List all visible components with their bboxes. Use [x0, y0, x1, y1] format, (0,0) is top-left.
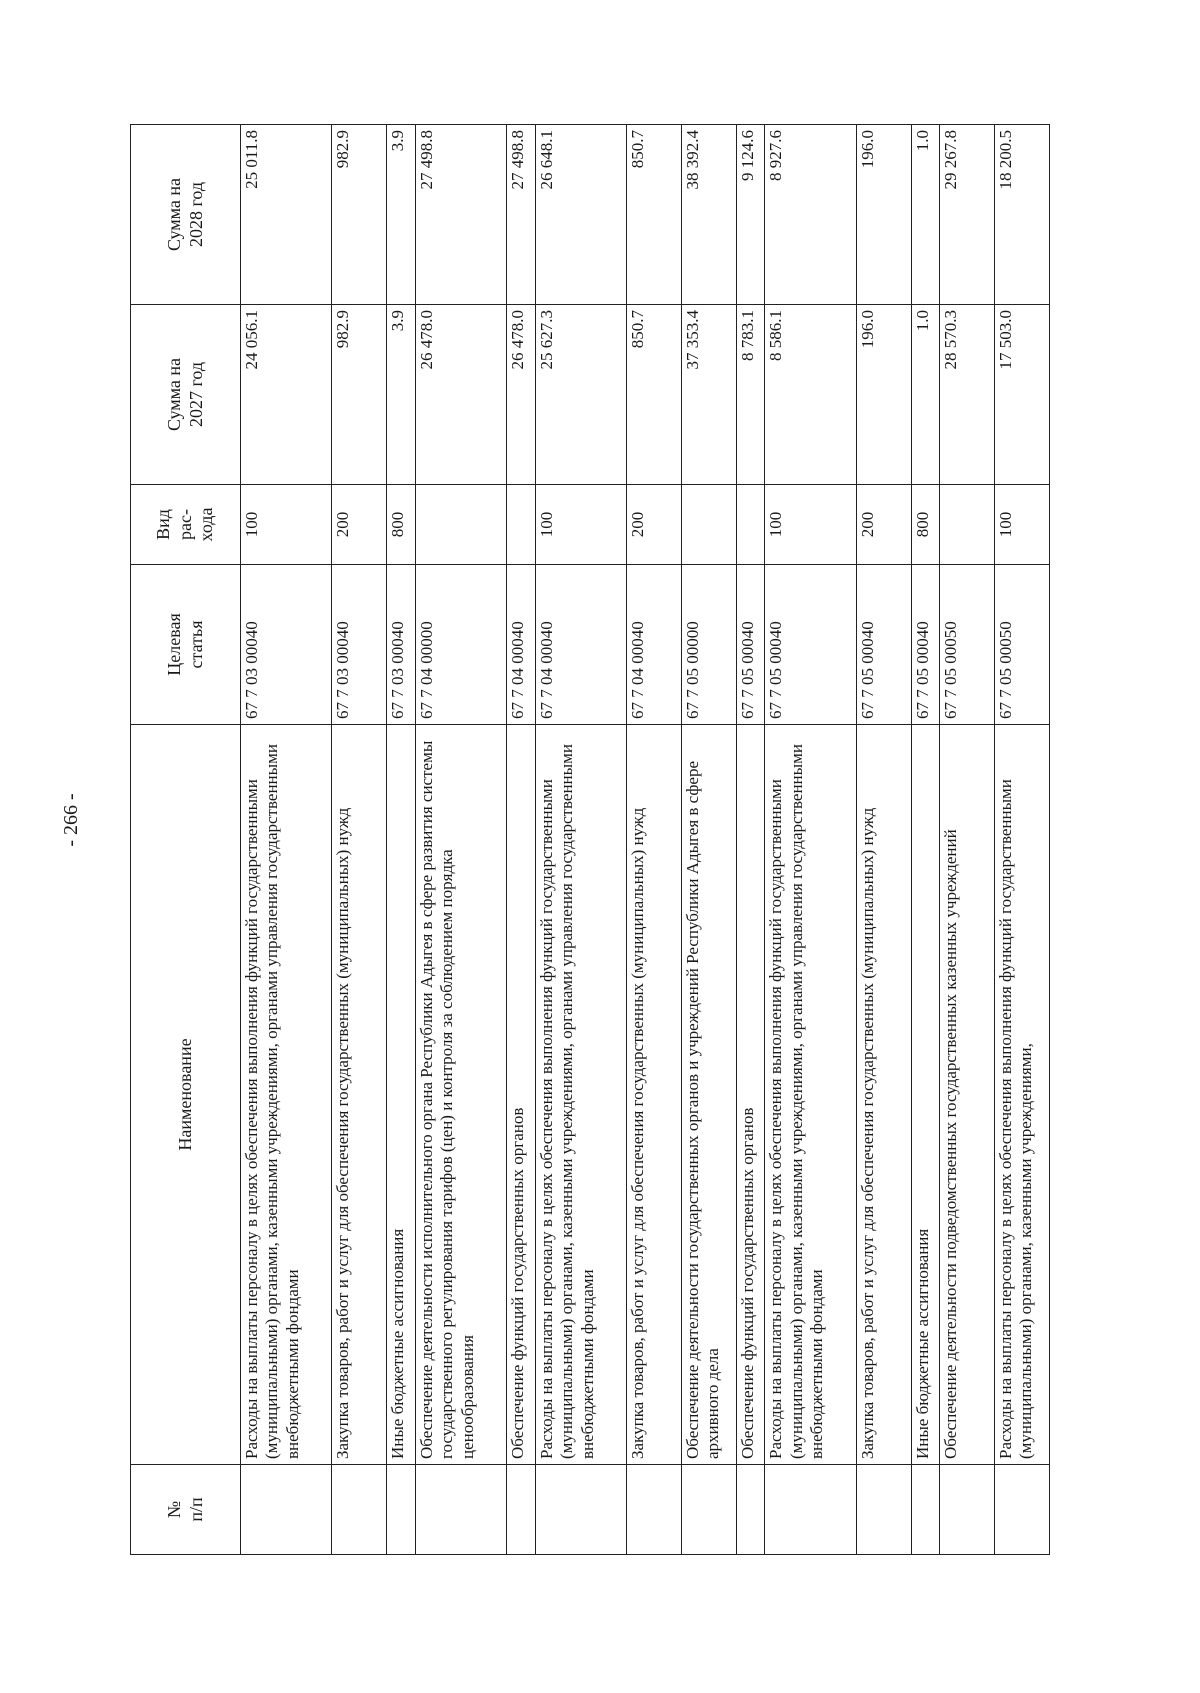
cell-2028: 1.0 — [911, 125, 939, 305]
table-row — [415, 125, 506, 1555]
cell-target: 67 7 05 00050 — [940, 565, 995, 725]
cell-name: Закупка товаров, работ и услуг для обеспечения государственных (муниципальных) нужд — [856, 725, 911, 1465]
page-number: - 266 - — [60, 793, 82, 847]
cell-2027: 850.7 — [627, 305, 682, 485]
header-num: № п/п — [131, 1465, 241, 1555]
table-row — [535, 125, 626, 1555]
cell-kind: 100 — [535, 485, 626, 565]
cell-name: Иные бюджетные ассигнования — [911, 725, 939, 1465]
cell-name: Обеспечение деятельности государственных органов и учреждений Республики Адыгея в сфере архивного дела — [682, 725, 737, 1465]
cell-name: Обеспечение функций государственных органов — [507, 725, 535, 1465]
cell-target: 67 7 03 00040 — [332, 565, 387, 725]
cell-2028: 38 392.4 — [682, 125, 737, 305]
cell-name: Закупка товаров, работ и услуг для обеспечения государственных (муниципальных) нужд — [332, 725, 387, 1465]
cell-2028: 25 011.8 — [241, 125, 332, 305]
cell-target: 67 7 04 00000 — [415, 565, 506, 725]
cell-kind: 800 — [911, 485, 939, 565]
cell-2027: 982.9 — [332, 305, 387, 485]
cell-num — [856, 1465, 911, 1555]
cell-num — [241, 1465, 332, 1555]
cell-target: 67 7 05 00040 — [736, 565, 764, 725]
cell-kind: 100 — [241, 485, 332, 565]
cell-kind — [940, 485, 995, 565]
cell-num — [535, 1465, 626, 1555]
cell-kind — [415, 485, 506, 565]
cell-2028: 26 648.1 — [535, 125, 626, 305]
rotated-table-wrapper — [130, 125, 1050, 1555]
table-row — [940, 125, 995, 1555]
header-name: Наименование — [131, 725, 241, 1465]
cell-name: Расходы на выплаты персоналу в целях обеспечения выполнения функций государственными (муниципальными) органами, казенными учреждениями, органами управления государственными внебюджетными фондами — [765, 725, 856, 1465]
table-row — [682, 125, 737, 1555]
cell-2028: 27 498.8 — [507, 125, 535, 305]
header-2027: Сумма на 2027 год — [131, 305, 241, 485]
cell-name: Обеспечение функций государственных органов — [736, 725, 764, 1465]
cell-2027: 8 783.1 — [736, 305, 764, 485]
cell-num — [995, 1465, 1050, 1555]
table-row — [995, 125, 1050, 1555]
table-row — [332, 125, 387, 1555]
table-row — [736, 125, 764, 1555]
cell-num — [507, 1465, 535, 1555]
table-row — [241, 125, 332, 1555]
table-row — [856, 125, 911, 1555]
cell-2028: 9 124.6 — [736, 125, 764, 305]
cell-2027: 17 503.0 — [995, 305, 1050, 485]
cell-name: Обеспечение деятельности исполнительного органа Республики Адыгея в сфере развития системы государственного регулирования тарифов (цен) и контроля за соблюдением порядка ценообразования — [415, 725, 506, 1465]
cell-kind: 100 — [995, 485, 1050, 565]
cell-num — [940, 1465, 995, 1555]
cell-kind — [507, 485, 535, 565]
cell-2027: 196.0 — [856, 305, 911, 485]
budget-table — [130, 124, 1050, 1555]
cell-2027: 8 586.1 — [765, 305, 856, 485]
cell-kind — [736, 485, 764, 565]
table-row — [765, 125, 856, 1555]
cell-kind: 100 — [765, 485, 856, 565]
cell-2028: 982.9 — [332, 125, 387, 305]
cell-2028: 196.0 — [856, 125, 911, 305]
header-kind: Вид рас- хода — [131, 485, 241, 565]
table-row — [507, 125, 535, 1555]
cell-target: 67 7 05 00040 — [765, 565, 856, 725]
cell-2027: 24 056.1 — [241, 305, 332, 485]
cell-2028: 29 267.8 — [940, 125, 995, 305]
cell-target: 67 7 05 00040 — [856, 565, 911, 725]
cell-kind: 200 — [856, 485, 911, 565]
cell-target: 67 7 03 00040 — [241, 565, 332, 725]
cell-2027: 26 478.0 — [507, 305, 535, 485]
cell-kind: 200 — [627, 485, 682, 565]
cell-num — [387, 1465, 415, 1555]
cell-2027: 25 627.3 — [535, 305, 626, 485]
cell-2027: 26 478.0 — [415, 305, 506, 485]
cell-num — [627, 1465, 682, 1555]
cell-target: 67 7 04 00040 — [627, 565, 682, 725]
cell-num — [765, 1465, 856, 1555]
cell-name: Иные бюджетные ассигнования — [387, 725, 415, 1465]
cell-num — [736, 1465, 764, 1555]
cell-kind: 800 — [387, 485, 415, 565]
cell-num — [682, 1465, 737, 1555]
cell-name: Расходы на выплаты персоналу в целях обеспечения выполнения функций государственными (муниципальными) органами, казенными учреждениями, органами управления государственными внебюджетными фондами — [241, 725, 332, 1465]
cell-name: Расходы на выплаты персоналу в целях обеспечения выполнения функций государственными (муниципальными) органами, казенными учреждениями, органами управления государственными внебюджетными фондами — [535, 725, 626, 1465]
cell-target: 67 7 05 00000 — [682, 565, 737, 725]
cell-2027: 37 353.4 — [682, 305, 737, 485]
cell-target: 67 7 05 00040 — [911, 565, 939, 725]
table-row — [627, 125, 682, 1555]
table-header-row — [131, 125, 241, 1555]
cell-name: Закупка товаров, работ и услуг для обеспечения государственных (муниципальных) нужд — [627, 725, 682, 1465]
cell-2027: 3.9 — [387, 305, 415, 485]
cell-2028: 18 200.5 — [995, 125, 1050, 305]
cell-2027: 28 570.3 — [940, 305, 995, 485]
cell-num — [415, 1465, 506, 1555]
cell-name: Расходы на выплаты персоналу в целях обеспечения выполнения функций государственными (муниципальными) органами, казенными учреждениями, — [995, 725, 1050, 1465]
cell-kind: 200 — [332, 485, 387, 565]
cell-target: 67 7 03 00040 — [387, 565, 415, 725]
cell-2028: 8 927.6 — [765, 125, 856, 305]
table-row — [911, 125, 939, 1555]
cell-name: Обеспечение деятельности подведомственных государственных казенных учреждений — [940, 725, 995, 1465]
cell-target: 67 7 04 00040 — [535, 565, 626, 725]
cell-num — [911, 1465, 939, 1555]
header-target: Целевая статья — [131, 565, 241, 725]
cell-target: 67 7 04 00040 — [507, 565, 535, 725]
cell-num — [332, 1465, 387, 1555]
cell-2028: 3.9 — [387, 125, 415, 305]
cell-2027: 1.0 — [911, 305, 939, 485]
table-row — [387, 125, 415, 1555]
cell-target: 67 7 05 00050 — [995, 565, 1050, 725]
cell-2028: 27 498.8 — [415, 125, 506, 305]
cell-kind — [682, 485, 737, 565]
header-2028: Сумма на 2028 год — [131, 125, 241, 305]
cell-2028: 850.7 — [627, 125, 682, 305]
